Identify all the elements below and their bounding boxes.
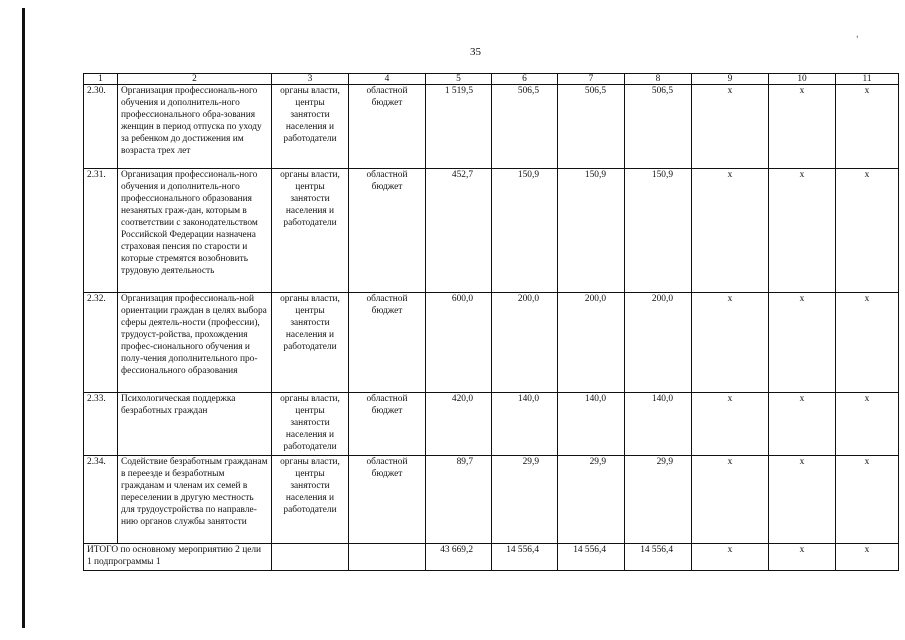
row-number: 2.34. <box>84 456 118 544</box>
table-row <box>84 293 899 393</box>
budget-table <box>83 73 899 571</box>
row-number: 2.31. <box>84 169 118 293</box>
activity-name: Организация профессиональ-ного обучения и дополнитель-ного профессионального образования незанятых граж-дан, которым в соответствии с законодательством Российской Федерации назначена страховая пенсия по старости и которые стремятся возобновить трудовую деятельность <box>118 169 272 293</box>
value-col7: 29,9 <box>558 456 625 544</box>
value-col6: 150,9 <box>492 169 558 293</box>
col-header: 4 <box>349 74 426 85</box>
total-col7: 14 556,4 <box>558 544 625 571</box>
value-col9: х <box>692 169 769 293</box>
activity-name: Содействие безработным гражданам в переезде и безработным гражданам и членам их семей в переселении в другую местность для трудоустройства по направле-нию органов службы занятости <box>118 456 272 544</box>
value-col9: х <box>692 456 769 544</box>
table-row <box>84 456 899 544</box>
value-col7: 140,0 <box>558 393 625 456</box>
col-header: 1 <box>84 74 118 85</box>
corner-mark: ‘ <box>856 34 859 43</box>
col-header: 11 <box>836 74 899 85</box>
col-header: 5 <box>426 74 492 85</box>
table-row <box>84 169 899 293</box>
row-number: 2.33. <box>84 393 118 456</box>
col-header: 7 <box>558 74 625 85</box>
value-col11: х <box>836 293 899 393</box>
executor: органы власти, центры занятости населения и работодатели <box>272 293 349 393</box>
value-col8: 200,0 <box>625 293 692 393</box>
value-col7: 506,5 <box>558 85 625 169</box>
funding-source: областной бюджет <box>349 393 426 456</box>
executor: органы власти, центры занятости населения и работодатели <box>272 85 349 169</box>
value-col9: х <box>692 393 769 456</box>
value-col9: х <box>692 293 769 393</box>
value-col10: х <box>769 393 836 456</box>
col-header: 3 <box>272 74 349 85</box>
total-label: ИТОГО по основному мероприятию 2 цели 1 подпрограммы 1 <box>84 544 272 571</box>
header-row <box>84 74 899 85</box>
value-col5: 1 519,5 <box>426 85 492 169</box>
value-col6: 29,9 <box>492 456 558 544</box>
value-col11: х <box>836 85 899 169</box>
total-col10: х <box>769 544 836 571</box>
col-header: 8 <box>625 74 692 85</box>
value-col10: х <box>769 85 836 169</box>
value-col11: х <box>836 169 899 293</box>
total-col8: 14 556,4 <box>625 544 692 571</box>
activity-name: Организация профессиональ-ной ориентации граждан в целях выбора сферы деятель-ности (профессии), трудоуст-ройства, прохождения профес-сионального обучения и полу-чения дополнительного про-фессионального образования <box>118 293 272 393</box>
value-col5: 420,0 <box>426 393 492 456</box>
page-number: 35 <box>470 46 481 58</box>
value-col5: 600,0 <box>426 293 492 393</box>
row-number: 2.32. <box>84 293 118 393</box>
total-row <box>84 544 899 571</box>
value-col8: 140,0 <box>625 393 692 456</box>
activity-name: Психологическая поддержка безработных граждан <box>118 393 272 456</box>
value-col8: 29,9 <box>625 456 692 544</box>
value-col8: 150,9 <box>625 169 692 293</box>
row-number: 2.30. <box>84 85 118 169</box>
funding-source: областной бюджет <box>349 456 426 544</box>
executor: органы власти, центры занятости населения и работодатели <box>272 393 349 456</box>
total-col11: х <box>836 544 899 571</box>
value-col5: 89,7 <box>426 456 492 544</box>
empty-cell <box>349 544 426 571</box>
value-col11: х <box>836 456 899 544</box>
table-row <box>84 393 899 456</box>
funding-source: областной бюджет <box>349 85 426 169</box>
funding-source: областной бюджет <box>349 293 426 393</box>
value-col6: 200,0 <box>492 293 558 393</box>
value-col10: х <box>769 169 836 293</box>
col-header: 9 <box>692 74 769 85</box>
executor: органы власти, центры занятости населения и работодатели <box>272 456 349 544</box>
value-col11: х <box>836 393 899 456</box>
total-col9: х <box>692 544 769 571</box>
value-col10: х <box>769 456 836 544</box>
empty-cell <box>272 544 349 571</box>
col-header: 10 <box>769 74 836 85</box>
value-col6: 506,5 <box>492 85 558 169</box>
value-col8: 506,5 <box>625 85 692 169</box>
col-header: 6 <box>492 74 558 85</box>
table-row <box>84 85 899 169</box>
total-col6: 14 556,4 <box>492 544 558 571</box>
total-col5: 43 669,2 <box>426 544 492 571</box>
col-header: 2 <box>118 74 272 85</box>
value-col10: х <box>769 293 836 393</box>
value-col7: 150,9 <box>558 169 625 293</box>
funding-source: областной бюджет <box>349 169 426 293</box>
value-col7: 200,0 <box>558 293 625 393</box>
activity-name: Организация профессиональ-ного обучения и дополнитель-ного профессионального обра-зования женщин в период отпуска по уходу за ребенком до достижения им возраста трех лет <box>118 85 272 169</box>
executor: органы власти, центры занятости населения и работодатели <box>272 169 349 293</box>
value-col9: х <box>692 85 769 169</box>
value-col6: 140,0 <box>492 393 558 456</box>
value-col5: 452,7 <box>426 169 492 293</box>
page-left-border <box>22 8 25 628</box>
